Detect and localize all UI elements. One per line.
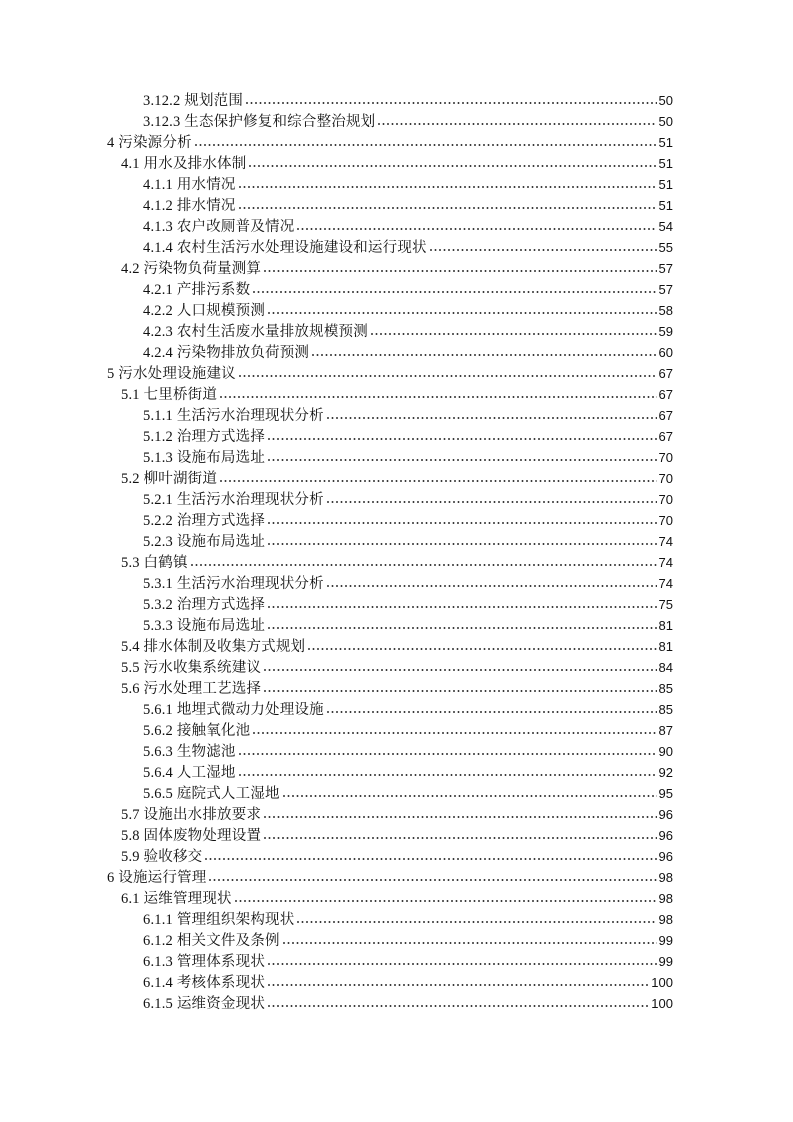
toc-entry[interactable] xyxy=(107,132,673,153)
toc-entry[interactable] xyxy=(107,804,673,825)
toc-dot-leader xyxy=(268,312,657,318)
toc-entry[interactable] xyxy=(107,657,673,678)
toc-dot-leader xyxy=(327,417,657,423)
toc-entry-label: 5.2.2 治理方式选择 xyxy=(143,513,266,529)
toc-entry-label: 6.1.1 管理组织架构现状 xyxy=(143,912,295,928)
toc-dot-leader xyxy=(235,900,657,906)
toc-entry[interactable] xyxy=(107,342,673,363)
toc-entry-page: 57 xyxy=(658,282,673,297)
toc-entry[interactable] xyxy=(107,426,673,447)
toc-entry-page: 96 xyxy=(658,828,673,843)
toc-entry-label: 5.6.5 庭院式人工湿地 xyxy=(143,786,280,802)
toc-entry[interactable] xyxy=(107,195,673,216)
toc-dot-leader xyxy=(327,501,657,507)
toc-entry[interactable] xyxy=(107,90,673,111)
toc-dot-leader xyxy=(268,963,657,969)
toc-dot-leader xyxy=(264,270,656,276)
toc-entry-page: 50 xyxy=(658,93,673,108)
toc-entry[interactable] xyxy=(107,111,673,132)
toc-entry-label: 4.1.1 用水情况 xyxy=(143,177,236,193)
toc-entry-label: 5.9 验收移交 xyxy=(121,849,203,865)
toc-entry-label: 5 污水处理设施建议 xyxy=(107,366,236,382)
toc-entry[interactable] xyxy=(107,720,673,741)
toc-dot-leader xyxy=(239,774,657,780)
toc-entry[interactable] xyxy=(107,552,673,573)
toc-dot-leader xyxy=(268,627,657,633)
toc-dot-leader xyxy=(253,291,656,297)
toc-entry-label: 4.1.3 农户改厕普及情况 xyxy=(143,219,295,235)
toc-entry-page: 70 xyxy=(658,471,673,486)
toc-entry-label: 5.3.1 生活污水治理现状分析 xyxy=(143,576,324,592)
toc-dot-leader xyxy=(264,837,656,843)
toc-entry-label: 6.1.4 考核体系现状 xyxy=(143,975,266,991)
toc-dot-leader xyxy=(327,585,657,591)
toc-entry-page: 55 xyxy=(658,240,673,255)
toc-entry[interactable] xyxy=(107,972,673,993)
toc-entry-label: 5.1.2 治理方式选择 xyxy=(143,429,266,445)
toc-entry[interactable] xyxy=(107,783,673,804)
toc-entry-page: 92 xyxy=(658,765,673,780)
toc-entry-page: 85 xyxy=(658,702,673,717)
toc-entry-page: 67 xyxy=(658,387,673,402)
toc-entry-page: 99 xyxy=(658,954,673,969)
toc-entry[interactable] xyxy=(107,930,673,951)
toc-entry-label: 6.1.3 管理体系现状 xyxy=(143,954,266,970)
toc-dot-leader xyxy=(195,144,657,150)
toc-entry-label: 5.3.3 设施布局选址 xyxy=(143,618,266,634)
toc-dot-leader xyxy=(268,606,657,612)
toc-dot-leader xyxy=(220,480,656,486)
toc-entry[interactable] xyxy=(107,447,673,468)
toc-entry[interactable] xyxy=(107,867,673,888)
toc-entry-label: 3.12.2 规划范围 xyxy=(143,93,244,109)
toc-entry-page: 67 xyxy=(658,408,673,423)
toc-entry-page: 54 xyxy=(658,219,673,234)
toc-entry-page: 74 xyxy=(658,576,673,591)
toc-entry[interactable] xyxy=(107,321,673,342)
toc-entry-label: 5.6.4 人工湿地 xyxy=(143,765,236,781)
toc-entry-page: 70 xyxy=(658,513,673,528)
toc-entry[interactable] xyxy=(107,510,673,531)
toc-dot-leader xyxy=(371,333,657,339)
toc-dot-leader xyxy=(264,816,656,822)
toc-entry[interactable] xyxy=(107,405,673,426)
toc-entry-label: 5.5 污水收集系统建议 xyxy=(121,660,262,676)
toc-entry-page: 95 xyxy=(658,786,673,801)
toc-entry[interactable] xyxy=(107,825,673,846)
toc-entry-label: 5.1.1 生活污水治理现状分析 xyxy=(143,408,324,424)
toc-entry-label: 5.6.3 生物滤池 xyxy=(143,744,236,760)
toc-dot-leader xyxy=(283,795,657,801)
toc-entry-page: 90 xyxy=(658,744,673,759)
toc-entry-page: 84 xyxy=(658,660,673,675)
toc-dot-leader xyxy=(205,858,656,864)
toc-entry-label: 4.1.4 农村生活污水处理设施建设和运行现状 xyxy=(143,240,427,256)
toc-entry[interactable] xyxy=(107,384,673,405)
toc-entry[interactable] xyxy=(107,741,673,762)
toc-entry-label: 5.2 柳叶湖街道 xyxy=(121,471,218,487)
toc-entry-page: 50 xyxy=(658,114,673,129)
toc-entry-page: 67 xyxy=(658,366,673,381)
toc-entry-label: 5.1 七里桥街道 xyxy=(121,387,218,403)
toc-entry[interactable] xyxy=(107,363,673,384)
toc-entry-page: 98 xyxy=(658,912,673,927)
toc-entry-page: 51 xyxy=(658,177,673,192)
toc-dot-leader xyxy=(283,942,657,948)
toc-dot-leader xyxy=(264,669,656,675)
toc-entry-page: 98 xyxy=(658,891,673,906)
toc-dot-leader xyxy=(268,459,657,465)
toc-entry-label: 5.1.3 设施布局选址 xyxy=(143,450,266,466)
toc-entry[interactable] xyxy=(107,300,673,321)
toc-entry-page: 100 xyxy=(651,996,673,1011)
toc-entry[interactable] xyxy=(107,153,673,174)
toc-entry-page: 58 xyxy=(658,303,673,318)
toc-entry[interactable] xyxy=(107,174,673,195)
toc-dot-leader xyxy=(191,564,657,570)
toc-entry-label: 4.2.2 人口规模预测 xyxy=(143,303,266,319)
toc-dot-leader xyxy=(312,354,656,360)
toc-entry-label: 5.8 固体废物处理设置 xyxy=(121,828,262,844)
toc-dot-leader xyxy=(246,102,656,108)
toc-entry-page: 67 xyxy=(658,429,673,444)
toc-entry-page: 87 xyxy=(658,723,673,738)
toc-dot-leader xyxy=(430,249,657,255)
toc-dot-leader xyxy=(378,123,656,129)
toc-entry[interactable] xyxy=(107,489,673,510)
toc-entry-label: 5.6.2 接触氧化池 xyxy=(143,723,251,739)
toc-entry[interactable] xyxy=(107,237,673,258)
toc-entry-label: 6 设施运行管理 xyxy=(107,870,207,886)
toc-entry-page: 98 xyxy=(658,870,673,885)
toc-entry[interactable] xyxy=(107,636,673,657)
toc-dot-leader xyxy=(308,648,656,654)
toc-entry-label: 5.2.3 设施布局选址 xyxy=(143,534,266,550)
toc-entry-label: 5.3.2 治理方式选择 xyxy=(143,597,266,613)
toc-entry[interactable] xyxy=(107,951,673,972)
toc-entry-page: 99 xyxy=(658,933,673,948)
toc-entry-page: 59 xyxy=(658,324,673,339)
toc-entry-label: 5.6 污水处理工艺选择 xyxy=(121,681,262,697)
toc-entry-page: 85 xyxy=(658,681,673,696)
toc-entry-label: 3.12.3 生态保护修复和综合整治规划 xyxy=(143,114,376,130)
toc-dot-leader xyxy=(209,879,656,885)
toc-entry[interactable] xyxy=(107,531,673,552)
toc-entry[interactable] xyxy=(107,216,673,237)
toc-entry-label: 6.1.2 相关文件及条例 xyxy=(143,933,280,949)
toc-entry-page: 81 xyxy=(658,618,673,633)
toc-dot-leader xyxy=(249,165,656,171)
toc-entry-label: 4.2 污染物负荷量测算 xyxy=(121,261,262,277)
toc-dot-leader xyxy=(268,543,657,549)
toc-dot-leader xyxy=(268,438,657,444)
toc-entry-page: 74 xyxy=(658,534,673,549)
toc-entry-label: 5.2.1 生活污水治理现状分析 xyxy=(143,492,324,508)
toc-entry[interactable] xyxy=(107,909,673,930)
toc-entry[interactable] xyxy=(107,615,673,636)
toc-entry[interactable] xyxy=(107,762,673,783)
toc-dot-leader xyxy=(253,732,656,738)
toc-entry-label: 6.1 运维管理现状 xyxy=(121,891,232,907)
toc-entry[interactable] xyxy=(107,573,673,594)
toc-dot-leader xyxy=(327,711,657,717)
toc-entry[interactable] xyxy=(107,279,673,300)
toc-entry-label: 5.4 排水体制及收集方式规划 xyxy=(121,639,306,655)
toc-entry[interactable] xyxy=(107,846,673,867)
toc-entry-page: 96 xyxy=(658,807,673,822)
toc-entry-page: 74 xyxy=(658,555,673,570)
toc-dot-leader xyxy=(297,228,656,234)
toc-entry-page: 57 xyxy=(658,261,673,276)
toc-dot-leader xyxy=(297,921,656,927)
toc-entry[interactable] xyxy=(107,888,673,909)
toc-entry-page: 96 xyxy=(658,849,673,864)
toc-entry[interactable] xyxy=(107,993,673,1014)
toc-entry-page: 70 xyxy=(658,450,673,465)
toc-dot-leader xyxy=(239,753,657,759)
toc-dot-leader xyxy=(268,1005,649,1011)
toc-dot-leader xyxy=(239,375,657,381)
toc-entry-page: 51 xyxy=(658,156,673,171)
toc-entry-label: 4.2.4 污染物排放负荷预测 xyxy=(143,345,310,361)
toc-entry-page: 70 xyxy=(658,492,673,507)
toc-entry[interactable] xyxy=(107,699,673,720)
toc-entry-label: 6.1.5 运维资金现状 xyxy=(143,996,266,1012)
toc-entry-label: 4.1 用水及排水体制 xyxy=(121,156,247,172)
toc-entry-page: 51 xyxy=(658,198,673,213)
toc-dot-leader xyxy=(239,186,657,192)
toc-dot-leader xyxy=(268,522,657,528)
toc-entry[interactable] xyxy=(107,594,673,615)
toc-entry[interactable] xyxy=(107,468,673,489)
toc-entry-label: 4.2.3 农村生活废水量排放规模预测 xyxy=(143,324,368,340)
toc-dot-leader xyxy=(268,984,649,990)
toc-entry-label: 4.2.1 产排污系数 xyxy=(143,282,251,298)
toc-entry[interactable] xyxy=(107,678,673,699)
toc-dot-leader xyxy=(220,396,656,402)
toc-entry-label: 4.1.2 排水情况 xyxy=(143,198,236,214)
toc-entry-label: 5.3 白鹤镇 xyxy=(121,555,188,571)
toc-entry-page: 60 xyxy=(658,345,673,360)
toc-entry-label: 5.6.1 地埋式微动力处理设施 xyxy=(143,702,324,718)
toc-dot-leader xyxy=(264,690,656,696)
toc-list xyxy=(107,90,673,1014)
toc-entry-label: 5.7 设施出水排放要求 xyxy=(121,807,262,823)
toc-entry-page: 81 xyxy=(658,639,673,654)
toc-entry[interactable] xyxy=(107,258,673,279)
toc-entry-page: 75 xyxy=(658,597,673,612)
toc-entry-label: 4 污染源分析 xyxy=(107,135,192,151)
toc-entry-page: 100 xyxy=(651,975,673,990)
toc-entry-page: 51 xyxy=(658,135,673,150)
toc-dot-leader xyxy=(239,207,657,213)
